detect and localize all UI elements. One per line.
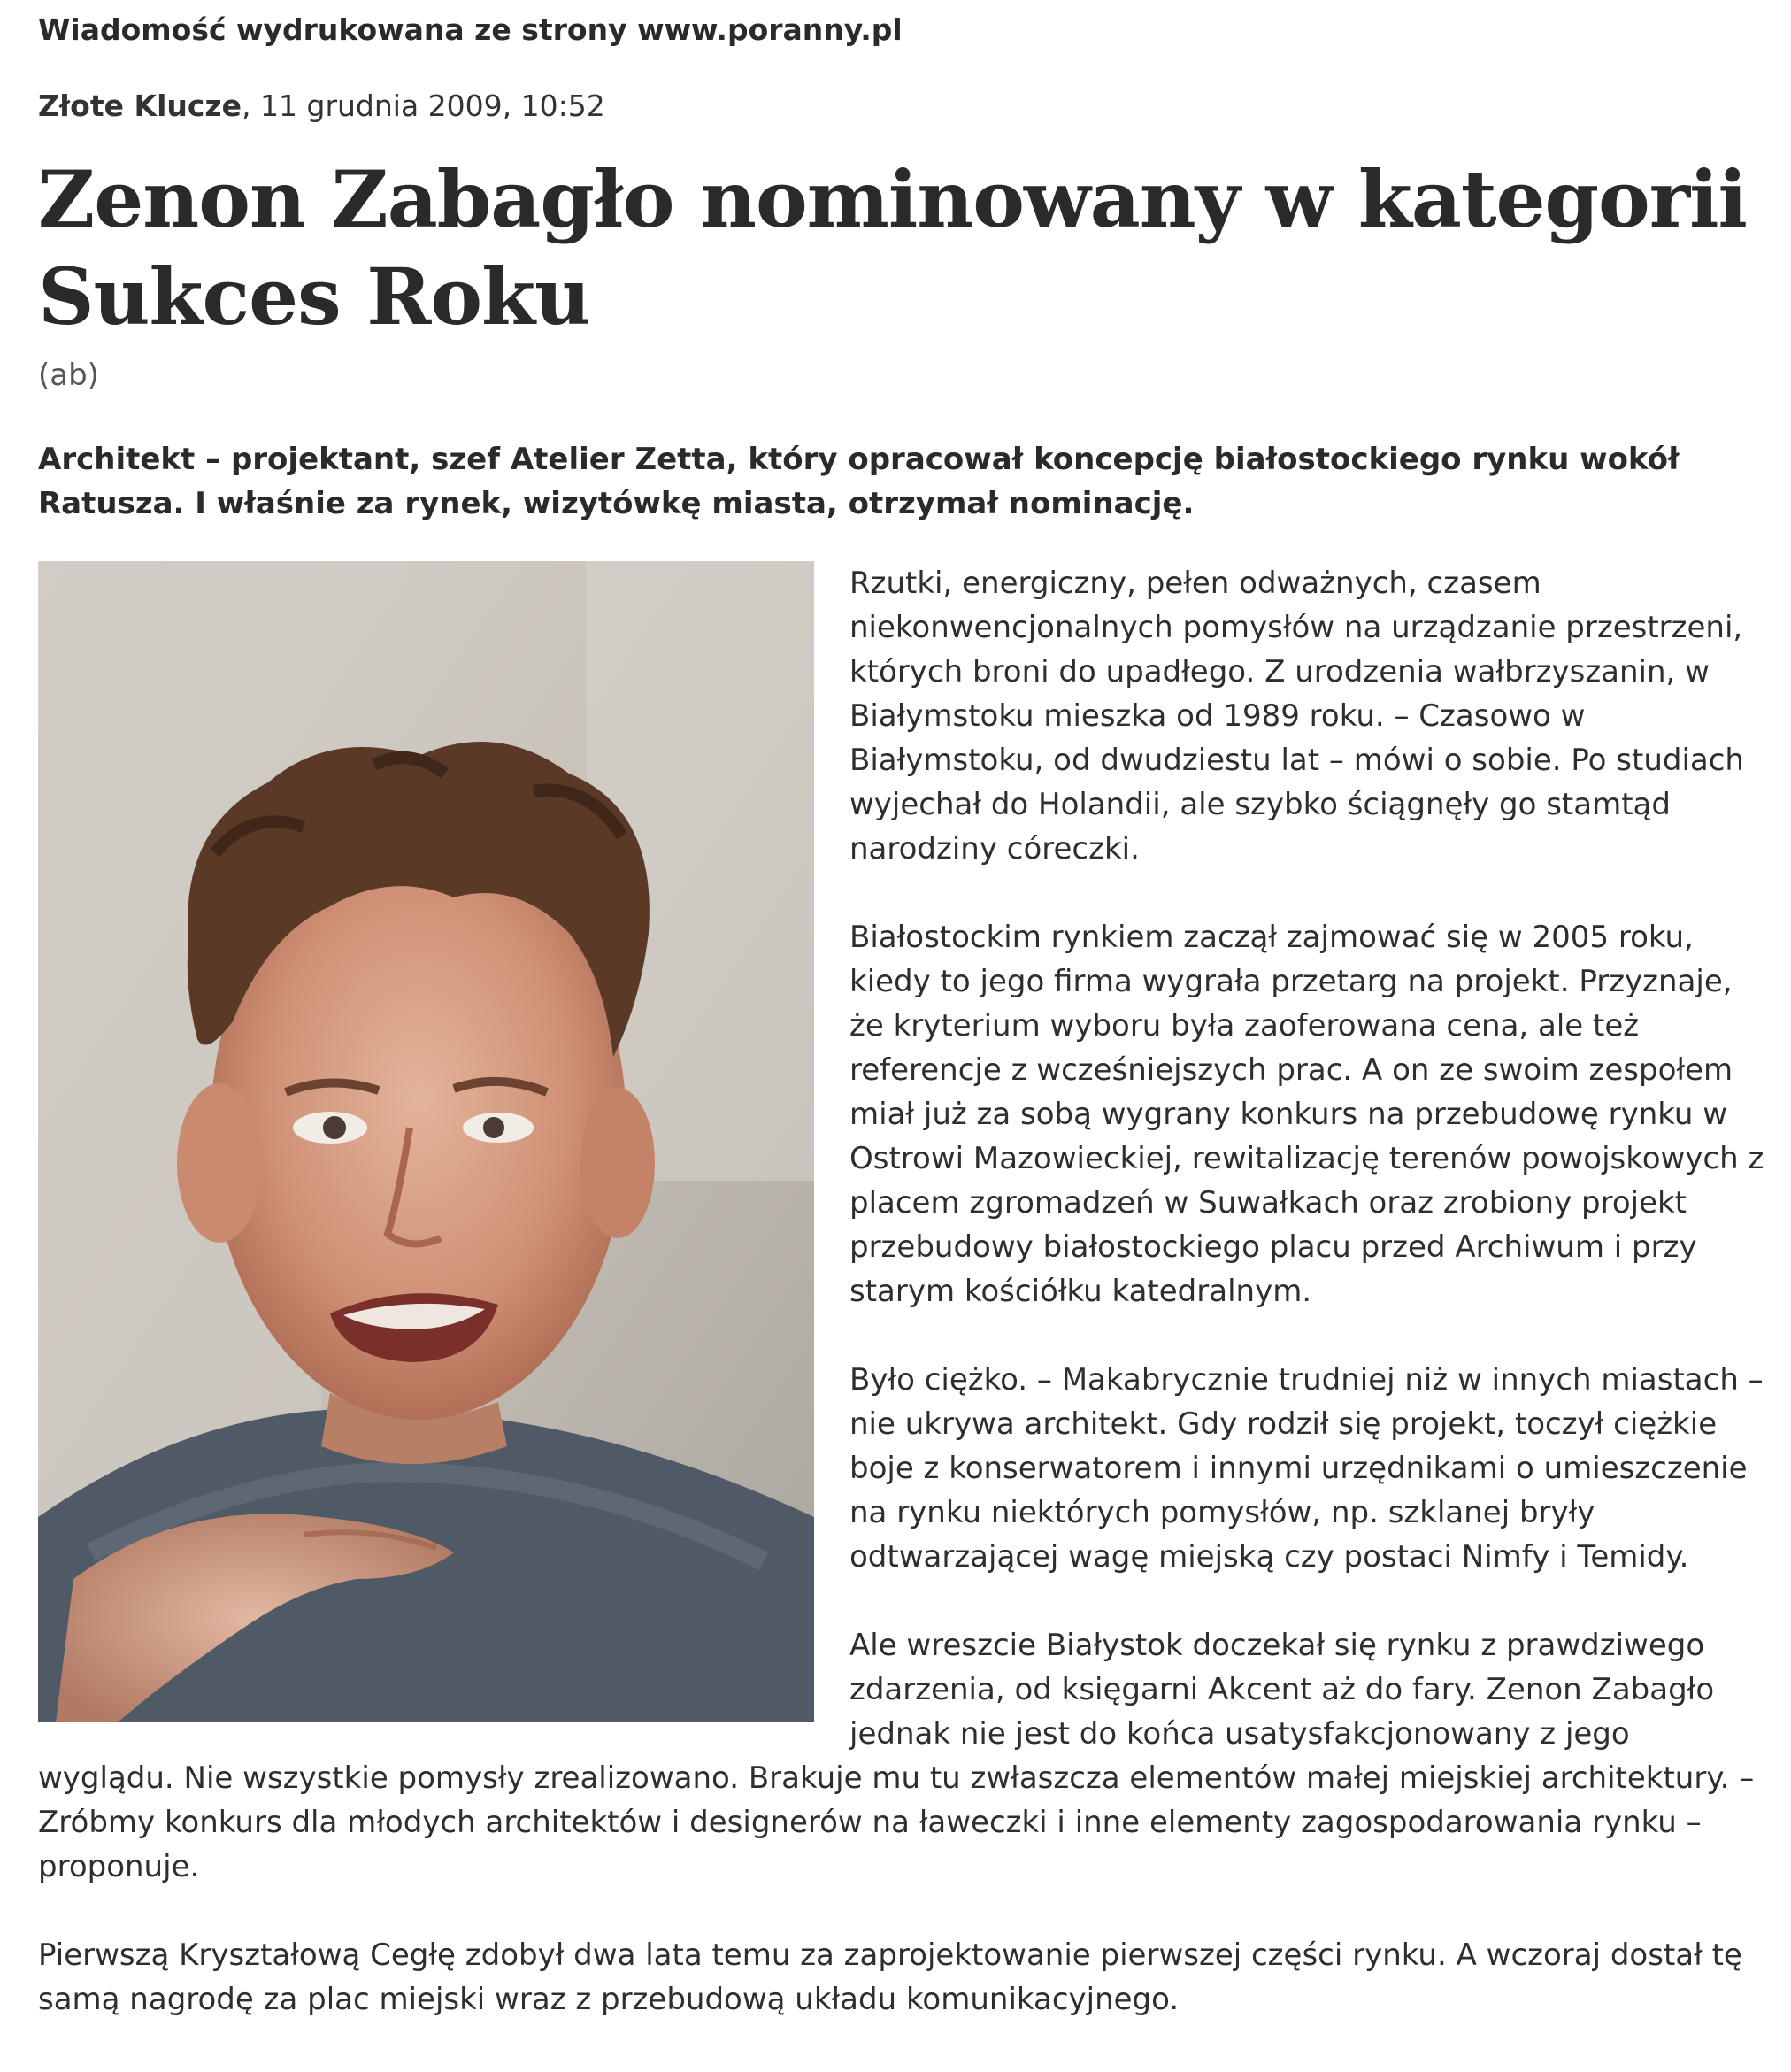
- article-paragraph-5: Pierwszą Kryształową Cegłę zdobył dwa lata temu za zaprojektowanie pierwszej części rynku. A wczoraj dostał tę samą nagrodę za plac miejski wraz z przebudową układu komunikacyjnego.: [38, 1937, 1742, 2017]
- article-paragraph-3: Było ciężko. – Makabrycznie trudniej niż w innych miastach – nie ukrywa architekt. Gdy rodził się projekt, toczył ciężkie boje z konserwatorem i innymi urzędnikami o umieszczenie na rynku niektórych pomysłów, np. szklanej bryły odtwarzającej wagę miejską czy postaci Nimfy i Temidy.: [849, 1362, 1764, 1575]
- article-lead: Architekt – projektant, szef Atelier Zetta, który opracował koncepcję białostockiego rynku wokół Ratusza. I właśnie za rynek, wizytówkę miasta, otrzymał nominację.: [38, 442, 1680, 521]
- article-author: (ab): [38, 358, 99, 393]
- article-paragraph-2: Białostockim rynkiem zaczął zajmować się w 2005 roku, kiedy to jego firma wygrała przetarg na projekt. Przyznaje, że kryterium wyboru była zaoferowana cena, ale też referencje z wcześniejszych prac. A on ze swoim zespołem miał już za sobą wygrany konkurs na przebudowę rynku w Ostrowi Mazowieckiej, rewitalizację terenów powojskowych z placem zgromadzeń w Suwałkach oraz zrobiony projekt przebudowy białostockiego placu przed Archiwum i przy starym kościółku katedralnym.: [849, 920, 1764, 1309]
- portrait-photo: [38, 561, 814, 1722]
- article-meta: [38, 87, 1768, 126]
- print-source-line: Wiadomość wydrukowana ze strony www.poranny.pl: [38, 12, 903, 47]
- article-date: , 11 grudnia 2009, 10:52: [242, 89, 605, 123]
- article-body: [38, 561, 1768, 2022]
- article-page: [38, 0, 1768, 2022]
- article-paragraph-4: Ale wreszcie Białystok doczekał się rynku z prawdziwego zdarzenia, od księgarni Akcent aż do fary. Zenon Zabagło jednak nie jest do końca usatysfakcjonowany z jego wyglądu. Nie wszystkie pomysły zrealizowano. Brakuje mu tu zwłaszcza elementów małej miejskiej architektury. – Zróbmy konkurs dla młodych architektów i designerów na ławeczki i inne elementy zagospodarowania rynku – proponuje.: [38, 1628, 1755, 1884]
- article-paragraph-1: Rzutki, energiczny, pełen odważnych, czasem niekonwencjonalnych pomysłów na urządzanie przestrzeni, których broni do upadłego. Z urodzenia wałbrzyszanin, w Białymstoku mieszka od 1989 roku. – Czasowo w Białymstoku, od dwudziestu lat – mówi o sobie. Po studiach wyjechał do Holandii, ale szybko ściągnęły go stamtąd narodziny córeczki.: [849, 566, 1744, 867]
- article-photo: [38, 561, 814, 1722]
- article-location: Złote Klucze: [38, 89, 242, 123]
- article-title: Zenon Zabagło nominowany w kategorii Sukces Roku: [38, 153, 1747, 343]
